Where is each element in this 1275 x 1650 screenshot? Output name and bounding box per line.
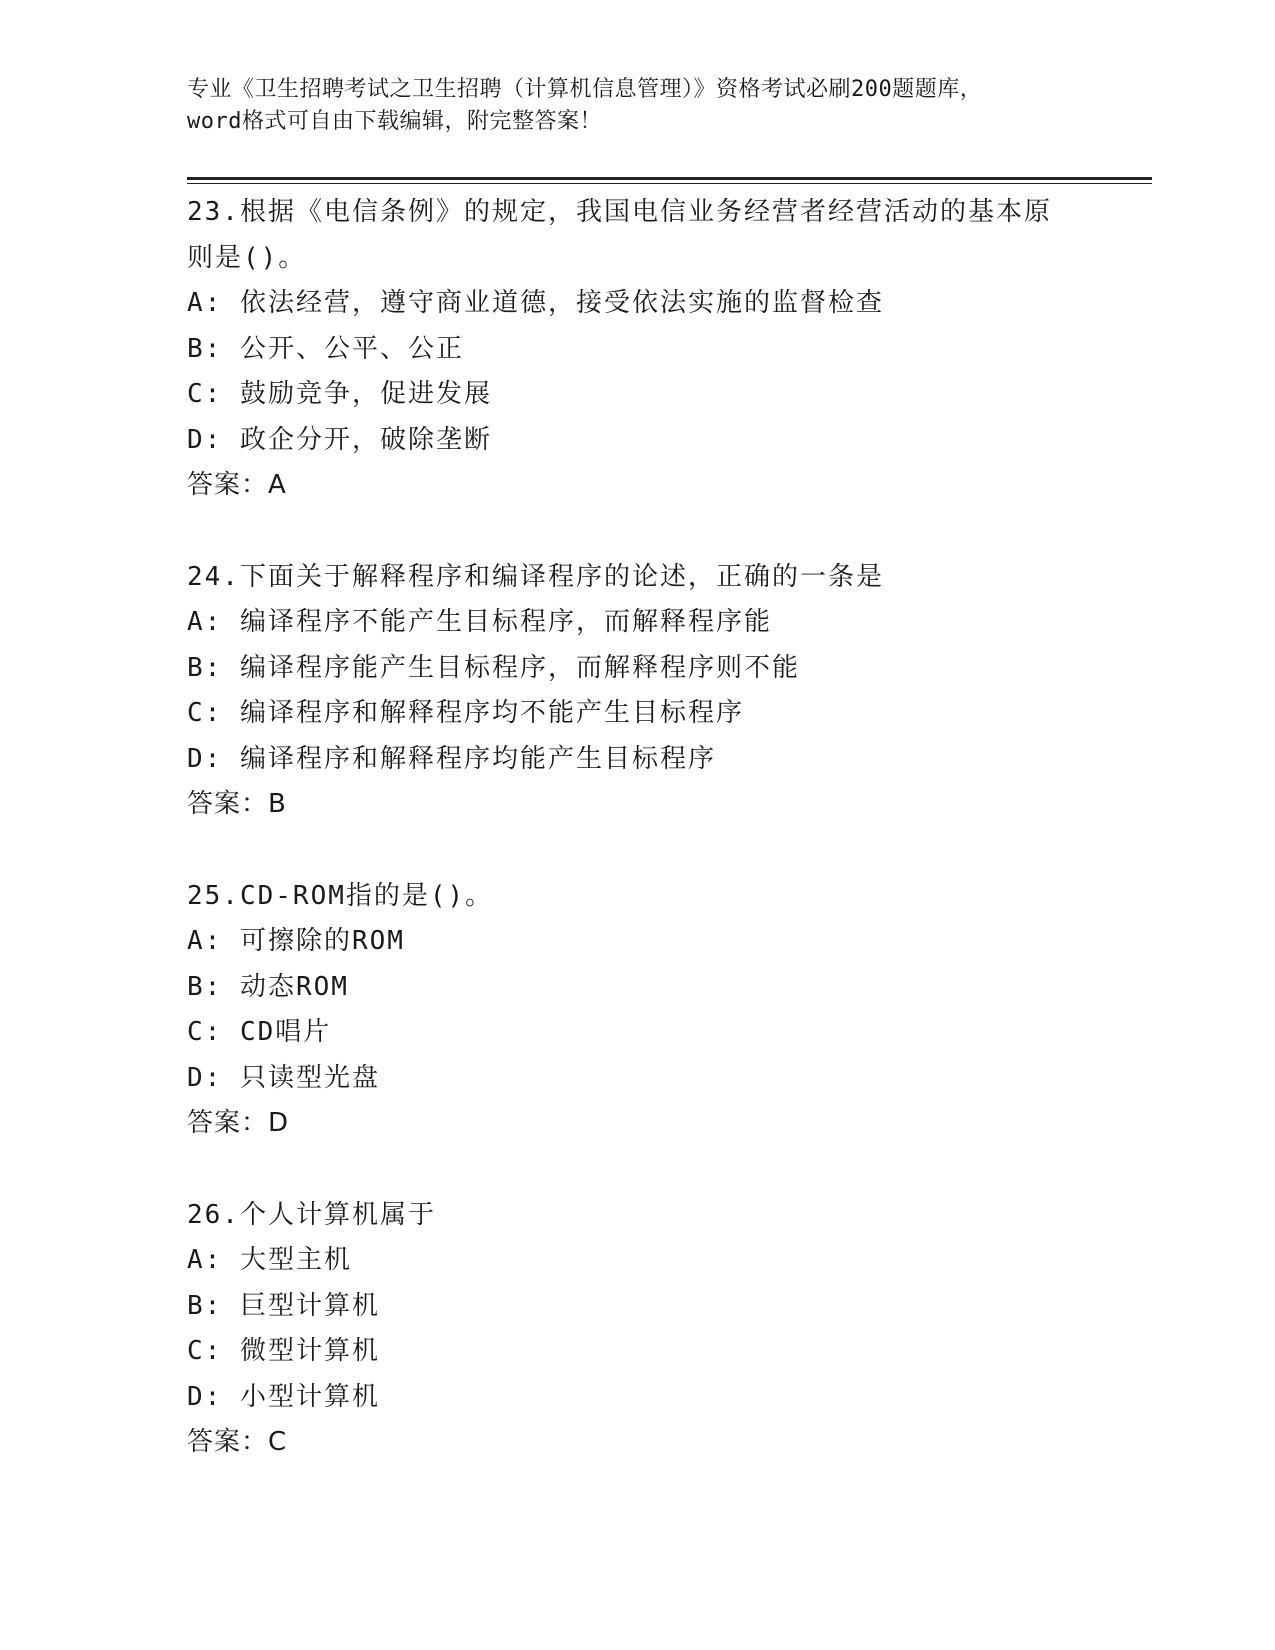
spacer (187, 509, 1147, 555)
option-c: C: CD唱片 (187, 1017, 332, 1047)
option-a: A: 编译程序不能产生目标程序，而解释程序能 (187, 607, 772, 637)
option-a: A: 依法经营，遵守商业道德，接受依法实施的监督检查 (187, 288, 884, 318)
question-25 (187, 874, 1147, 1147)
answer: 答案：C (187, 1427, 288, 1457)
header-line-2: word格式可自由下载编辑，附完整答案！ (187, 109, 602, 134)
question-26 (187, 1193, 1147, 1466)
option-b: B: 编译程序能产生目标程序，而解释程序则不能 (187, 652, 800, 683)
question-stem: 24.下面关于解释程序和编译程序的论述，正确的一条是 (187, 561, 884, 592)
option-c: C: 编译程序和解释程序均不能产生目标程序 (187, 698, 744, 728)
answer: 答案：A (187, 470, 287, 500)
option-d: D: 小型计算机 (187, 1381, 380, 1412)
option-a: A: 大型主机 (187, 1245, 352, 1275)
header-divider-thick (187, 177, 1152, 180)
option-d: D: 政企分开，破除垄断 (187, 424, 492, 455)
answer: 答案：B (187, 789, 287, 819)
option-d: D: 只读型光盘 (187, 1062, 380, 1093)
header-line-1: 专业《卫生招聘考试之卫生招聘（计算机信息管理）》资格考试必刷200题题库， (187, 77, 983, 102)
option-d: D: 编译程序和解释程序均能产生目标程序 (187, 743, 716, 774)
option-b: B: 公开、公平、公正 (187, 333, 464, 364)
question-23 (187, 190, 1147, 509)
question-stem: 25.CD-ROM指的是()。 (187, 880, 494, 911)
question-stem: 23.根据《电信条例》的规定，我国电信业务经营者经营活动的基本原 (187, 197, 1052, 227)
option-c: C: 微型计算机 (187, 1336, 380, 1366)
question-stem-continued: 则是()。 (187, 242, 307, 273)
spacer (187, 1147, 1147, 1193)
question-stem: 26.个人计算机属于 (187, 1199, 436, 1230)
answer: 答案：D (187, 1108, 290, 1138)
question-24 (187, 555, 1147, 828)
header-divider-thin (187, 183, 1152, 184)
option-b: B: 动态ROM (187, 971, 349, 1002)
spacer (187, 828, 1147, 874)
option-a: A: 可擦除的ROM (187, 926, 405, 956)
question-list (187, 190, 1147, 1466)
option-b: B: 巨型计算机 (187, 1290, 380, 1321)
document-header (187, 74, 1087, 138)
option-c: C: 鼓励竞争，促进发展 (187, 379, 492, 409)
